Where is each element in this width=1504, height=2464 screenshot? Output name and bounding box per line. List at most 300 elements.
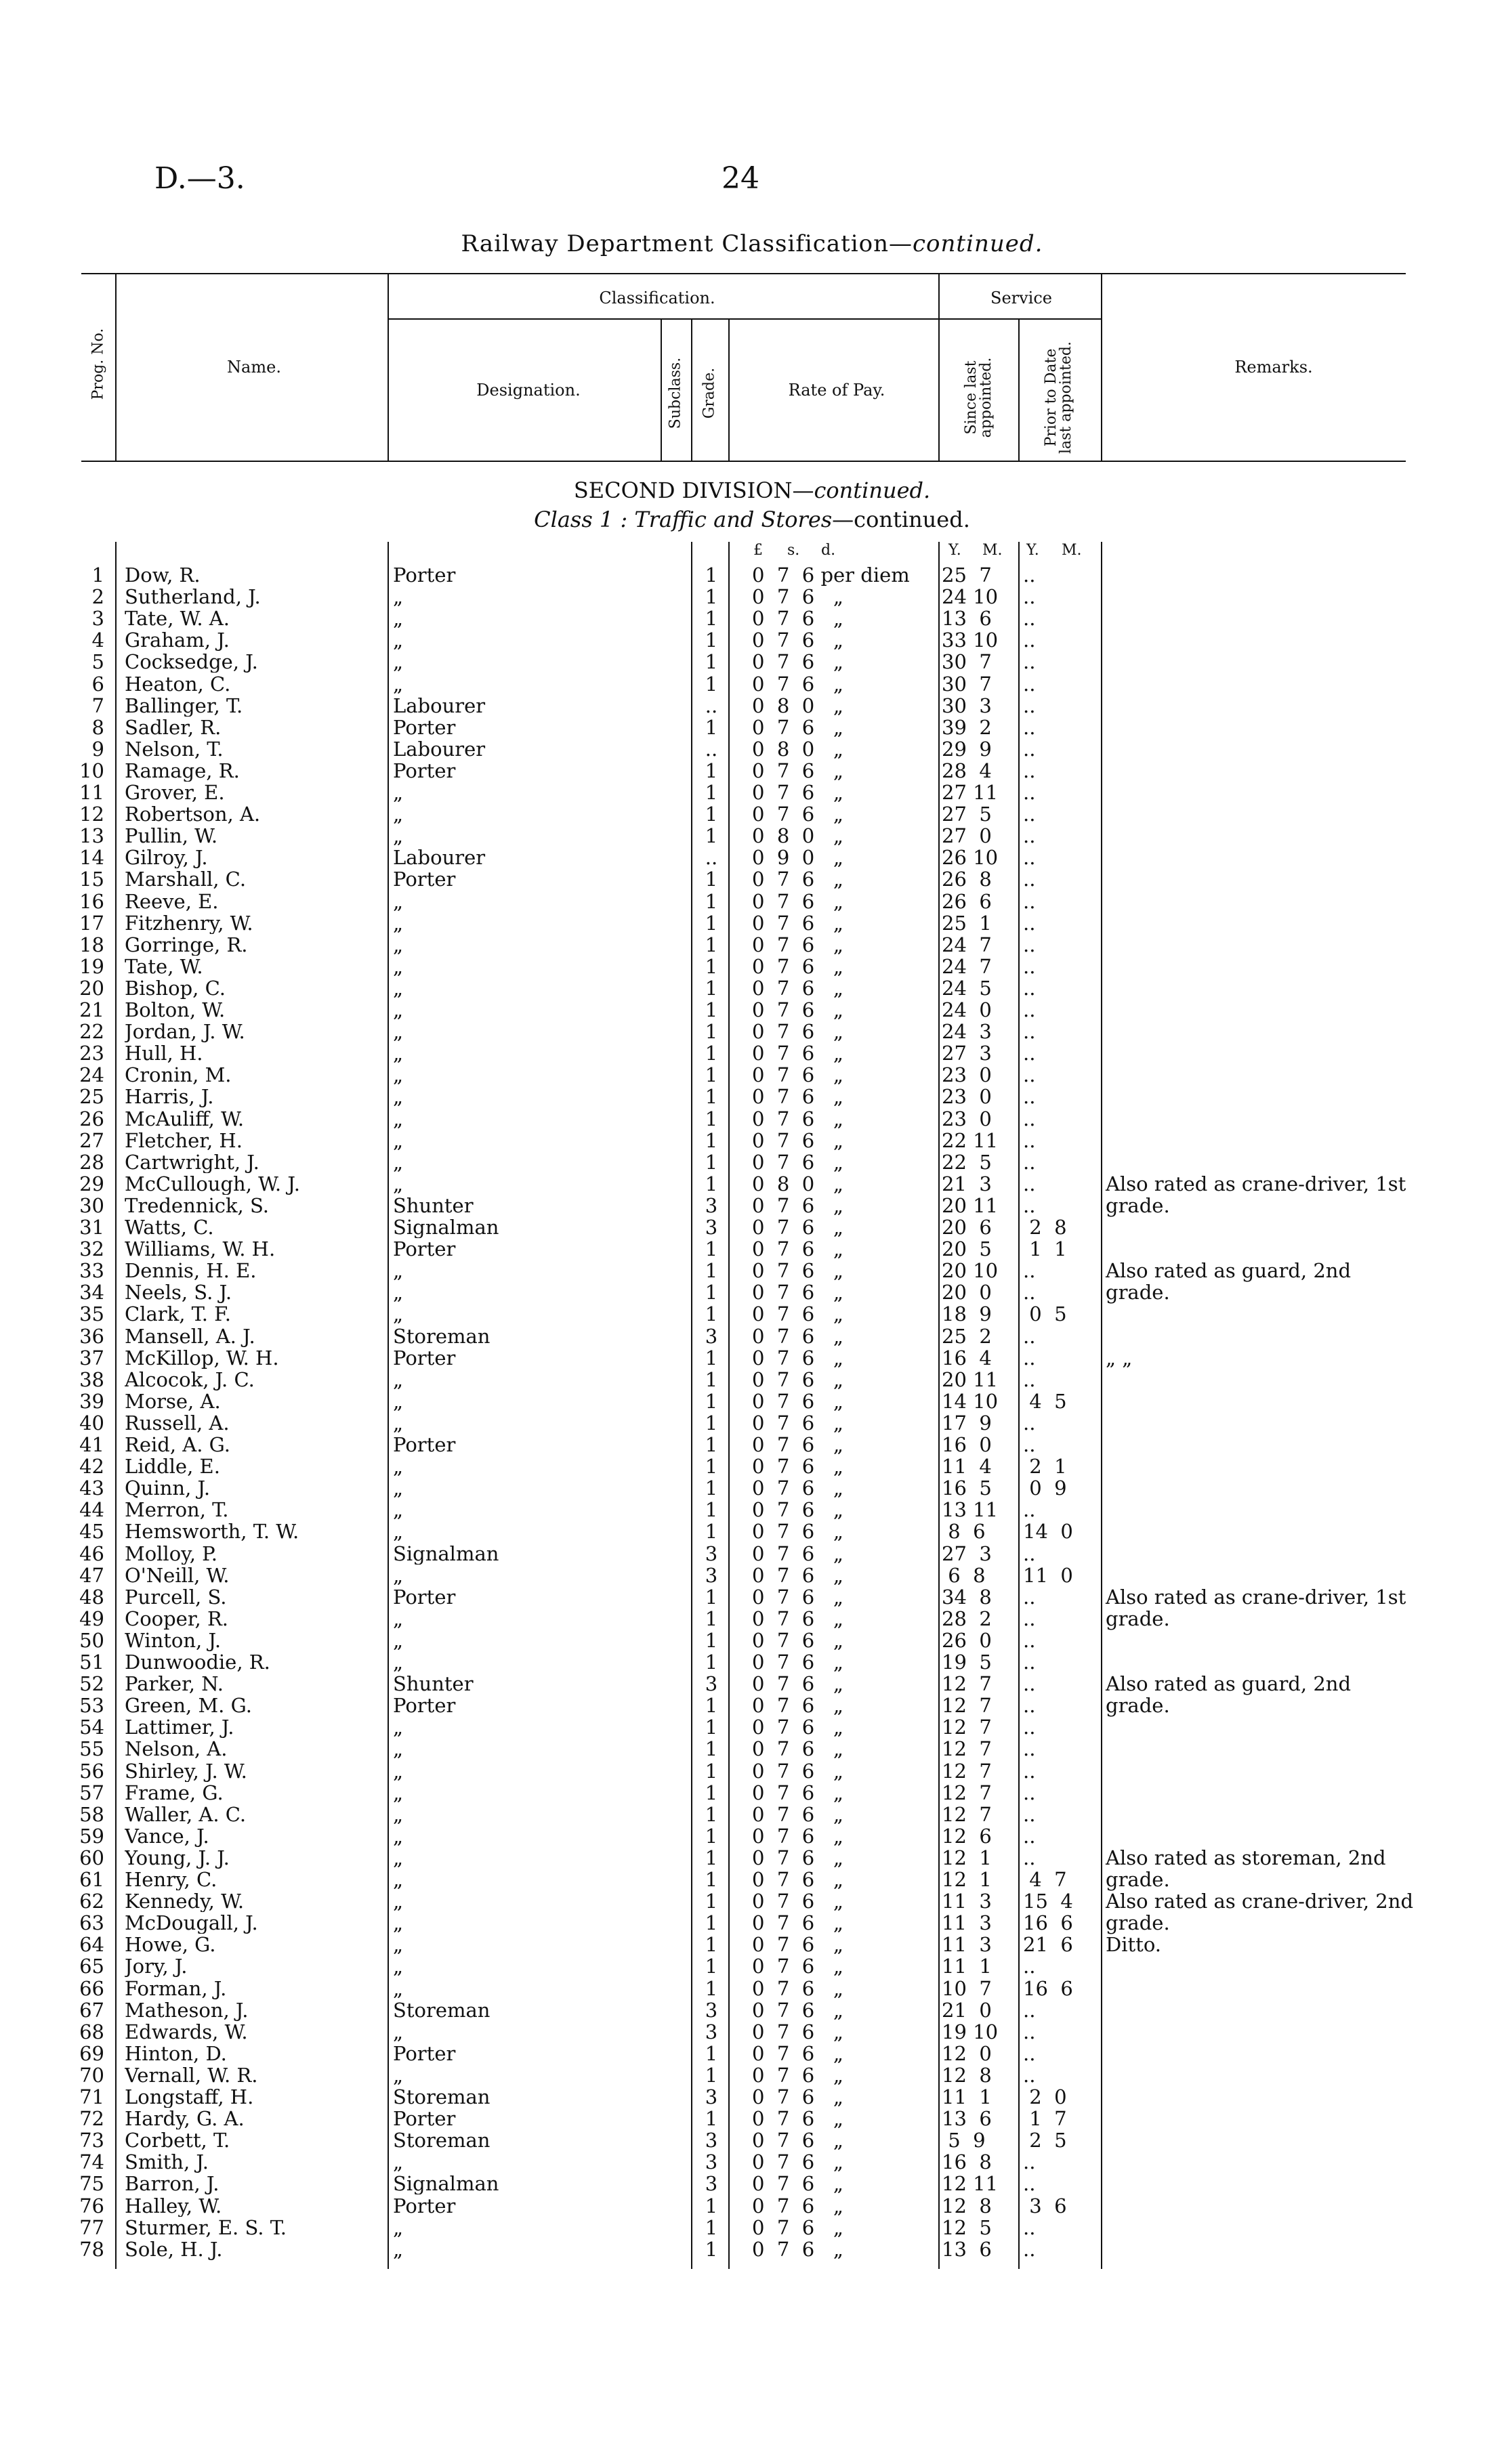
row-since-last: 29 9 [942, 738, 992, 761]
row-name: Hemsworth, T. W. [125, 1521, 299, 1542]
row-grade: 1 [705, 1302, 718, 1325]
row-since-last: 21 3 [942, 1172, 992, 1195]
row-number: 76 [79, 2194, 104, 2217]
row-designation: Porter [393, 1695, 456, 1716]
row-designation: „ [393, 1869, 404, 1890]
table-row [0, 586, 1504, 608]
row-grade: 1 [705, 1259, 718, 1282]
row-grade: 3 [705, 2020, 718, 2043]
row-since-last: 16 8 [942, 2150, 992, 2173]
row-designation: „ [393, 586, 404, 608]
row-name: Williams, W. H. [125, 1238, 276, 1260]
row-grade: 1 [705, 1868, 718, 1891]
row-name: Forman, J. [125, 1978, 227, 1999]
table-row [0, 1738, 1504, 1760]
row-rate: 0 7 6 „ [752, 1281, 843, 1304]
row-designation: „ [393, 1064, 404, 1086]
row-name: Merron, T. [125, 1499, 229, 1521]
row-designation: Porter [393, 2043, 456, 2064]
row-name: Cooper, R. [125, 1608, 229, 1630]
row-rate: 0 7 6 „ [752, 1042, 843, 1065]
row-designation: Porter [393, 1347, 456, 1369]
row-since-last: 24 7 [942, 933, 992, 956]
table-row [0, 999, 1504, 1021]
unit-shillings: s. [787, 542, 800, 559]
row-grade: 3 [705, 2172, 718, 2195]
row-prior-to-date: .. [1023, 933, 1036, 956]
row-grade: 1 [705, 1107, 718, 1130]
table-row [0, 847, 1504, 868]
class-title: Class 1 : Traffic and Stores—continued. [534, 507, 970, 532]
row-grade: 1 [705, 759, 718, 782]
row-designation: „ [393, 1890, 404, 1912]
row-grade: 1 [705, 1172, 718, 1195]
row-name: Green, M. G. [125, 1695, 252, 1716]
row-rate: 0 7 6 „ [752, 1063, 843, 1086]
row-number: 61 [79, 1868, 104, 1891]
row-designation: Porter [393, 2195, 456, 2217]
row-designation: Porter [393, 2108, 456, 2129]
row-designation: „ [393, 934, 404, 956]
row-number: 38 [79, 1368, 104, 1391]
table-row [0, 651, 1504, 673]
row-remark: Also rated as guard, 2nd grade. [1106, 1672, 1352, 1717]
row-rate: 0 7 6 „ [752, 890, 843, 913]
table-row [0, 1412, 1504, 1434]
row-prior-to-date: .. [1023, 607, 1036, 630]
row-name: Purcell, S. [125, 1586, 227, 1608]
row-since-last: 13 6 [942, 607, 992, 630]
row-grade: 1 [705, 1020, 718, 1043]
row-rate: 0 7 6 „ [752, 1346, 843, 1369]
col-prior-to-date: Prior to Date last appointed. [1043, 341, 1074, 454]
row-since-last: 20 11 [942, 1194, 999, 1217]
row-remark: Also rated as crane-driver, 1st grade. [1106, 1586, 1406, 1630]
table-row [0, 1108, 1504, 1130]
row-rate: 0 7 6 „ [752, 673, 843, 696]
row-name: Nelson, A. [125, 1738, 228, 1760]
row-name: Hull, H. [125, 1042, 203, 1064]
row-prior-to-date: 16 6 [1023, 1911, 1073, 1934]
row-rate: 0 7 6 „ [752, 2064, 843, 2087]
col-sep-6 [938, 274, 940, 461]
row-since-last: 20 11 [942, 1368, 999, 1391]
row-number: 26 [79, 1107, 104, 1130]
row-since-last: 28 4 [942, 759, 992, 782]
row-prior-to-date: .. [1023, 977, 1036, 1000]
col-prog-no: Prog. No. [89, 328, 107, 400]
row-since-last: 17 9 [942, 1411, 992, 1435]
row-rate: 0 7 6 „ [752, 1672, 843, 1695]
row-rate: 0 7 6 „ [752, 1194, 843, 1217]
row-number: 53 [79, 1694, 104, 1717]
row-grade: 1 [705, 1368, 718, 1391]
row-grade: 1 [705, 1760, 718, 1783]
row-since-last: 14 10 [942, 1390, 999, 1413]
row-prior-to-date: .. [1023, 1194, 1036, 1217]
table-row [0, 1608, 1504, 1630]
table-row [0, 629, 1504, 651]
row-name: Fletcher, H. [125, 1130, 243, 1151]
row-grade: 1 [705, 716, 718, 739]
row-remark: „ „ [1106, 1346, 1133, 1369]
row-number: 5 [91, 650, 104, 673]
row-prior-to-date: .. [1023, 2150, 1036, 2173]
table-row [0, 868, 1504, 890]
table-row [0, 2108, 1504, 2129]
row-name: Matheson, J. [125, 1999, 249, 2021]
row-rate: 0 7 6 „ [752, 1607, 843, 1630]
row-prior-to-date: .. [1023, 738, 1036, 761]
row-grade: 1 [705, 607, 718, 630]
row-since-last: 12 1 [942, 1868, 992, 1891]
row-since-last: 23 0 [942, 1063, 992, 1086]
row-since-last: 12 7 [942, 1760, 992, 1783]
row-designation: „ [393, 1130, 404, 1151]
row-prior-to-date: .. [1023, 1629, 1036, 1652]
row-number: 23 [79, 1042, 104, 1065]
row-prior-to-date: 4 5 [1023, 1390, 1067, 1413]
row-prior-to-date: .. [1023, 2020, 1036, 2043]
row-rate: 0 7 6 „ [752, 1259, 843, 1282]
row-rate: 0 7 6 „ [752, 1651, 843, 1674]
row-since-last: 12 7 [942, 1672, 992, 1695]
row-grade: 1 [705, 1629, 718, 1652]
row-number: 54 [79, 1716, 104, 1739]
row-designation: „ [393, 1608, 404, 1630]
row-prior-to-date: .. [1023, 2172, 1036, 2195]
table-row [0, 2173, 1504, 2194]
row-prior-to-date: .. [1023, 1542, 1036, 1565]
table-row [0, 2217, 1504, 2238]
row-prior-to-date: .. [1023, 1737, 1036, 1760]
row-prior-to-date: .. [1023, 1281, 1036, 1304]
row-since-last: 12 7 [942, 1737, 992, 1760]
row-name: Robertson, A. [125, 803, 261, 825]
table-row [0, 1782, 1504, 1804]
row-rate: 0 7 6 „ [752, 1846, 843, 1869]
col-sep-7 [1018, 318, 1020, 461]
row-grade: 1 [705, 824, 718, 847]
row-designation: Porter [393, 1238, 456, 1260]
row-number: 19 [79, 955, 104, 978]
row-designation: „ [393, 1390, 404, 1412]
row-number: 70 [79, 2064, 104, 2087]
row-rate: 0 7 6 „ [752, 1868, 843, 1891]
row-name: Mansell, A. J. [125, 1325, 255, 1347]
row-prior-to-date: .. [1023, 846, 1036, 869]
row-designation: „ [393, 2021, 404, 2043]
row-rate: 0 7 6 „ [752, 1999, 843, 2022]
row-designation: Porter [393, 717, 456, 738]
row-number: 46 [79, 1542, 104, 1565]
row-since-last: 34 8 [942, 1586, 992, 1609]
row-number: 75 [79, 2172, 104, 2195]
row-designation: „ [393, 1086, 404, 1107]
table-row [0, 956, 1504, 977]
row-designation: Labourer [393, 695, 486, 717]
unit-pence: d. [821, 542, 836, 559]
row-number: 67 [79, 1999, 104, 2022]
row-grade: 1 [705, 1846, 718, 1869]
row-since-last: 11 3 [942, 1933, 992, 1956]
row-since-last: 30 7 [942, 650, 992, 673]
row-prior-to-date: .. [1023, 585, 1036, 608]
row-grade: 1 [705, 585, 718, 608]
classification-rule [388, 318, 945, 320]
table-row [0, 1064, 1504, 1086]
row-grade: 1 [705, 1781, 718, 1804]
row-prior-to-date: .. [1023, 781, 1036, 804]
row-number: 47 [79, 1564, 104, 1587]
row-name: Neels, S. J. [125, 1281, 232, 1303]
row-since-last: 21 0 [942, 1999, 992, 2022]
row-number: 12 [79, 803, 104, 826]
table-row [0, 1630, 1504, 1651]
row-designation: „ [393, 977, 404, 999]
row-number: 33 [79, 1259, 104, 1282]
row-number: 40 [79, 1411, 104, 1435]
row-since-last: 23 0 [942, 1085, 992, 1108]
row-number: 39 [79, 1390, 104, 1413]
row-since-last: 8 6 [942, 1520, 986, 1543]
row-grade: 1 [705, 1498, 718, 1521]
table-row [0, 1543, 1504, 1565]
table-row [0, 2021, 1504, 2043]
table-row [0, 1869, 1504, 1890]
row-prior-to-date: 2 8 [1023, 1216, 1067, 1239]
row-designation: Labourer [393, 738, 486, 760]
row-prior-to-date: .. [1023, 1586, 1036, 1609]
row-designation: „ [393, 1303, 404, 1325]
row-name: Harris, J. [125, 1086, 214, 1107]
row-prior-to-date: 4 7 [1023, 1868, 1067, 1891]
row-name: Hardy, G. A. [125, 2108, 245, 2129]
row-grade: 1 [705, 1651, 718, 1674]
row-designation: „ [393, 2064, 404, 2086]
row-designation: Storeman [393, 2086, 490, 2108]
row-grade: 1 [705, 650, 718, 673]
service-rule [938, 318, 1101, 320]
row-rate: 0 7 6 „ [752, 1520, 843, 1543]
row-since-last: 24 5 [942, 977, 992, 1000]
row-prior-to-date: .. [1023, 650, 1036, 673]
row-number: 68 [79, 2020, 104, 2043]
table-row [0, 1999, 1504, 2021]
row-name: McKillop, W. H. [125, 1347, 279, 1369]
row-rate: 0 7 6 „ [752, 933, 843, 956]
row-rate: 0 7 6 „ [752, 629, 843, 652]
row-designation: Storeman [393, 1999, 490, 2021]
page-title [0, 230, 1504, 257]
row-grade: 1 [705, 2064, 718, 2087]
col-sep-1 [115, 274, 117, 461]
row-number: 2 [91, 585, 104, 608]
row-since-last: 16 5 [942, 1477, 992, 1500]
table-row [0, 673, 1504, 695]
row-since-last: 25 1 [942, 912, 992, 935]
row-since-last: 12 0 [942, 2042, 992, 2065]
table-row [0, 1347, 1504, 1369]
row-grade: 1 [705, 1607, 718, 1630]
row-grade: 1 [705, 1477, 718, 1500]
row-number: 6 [91, 673, 104, 696]
row-number: 43 [79, 1477, 104, 1500]
row-number: 13 [79, 824, 104, 847]
row-since-last: 12 7 [942, 1716, 992, 1739]
table-row [0, 564, 1504, 586]
row-designation: Signalman [393, 1216, 499, 1238]
row-grade: 1 [705, 2216, 718, 2239]
row-designation: Porter [393, 868, 456, 890]
row-prior-to-date: .. [1023, 912, 1036, 935]
col-name: Name. [227, 358, 281, 377]
row-number: 36 [79, 1325, 104, 1348]
row-name: McAuliff, W. [125, 1108, 245, 1130]
row-name: Grover, E. [125, 782, 225, 803]
table-row [0, 1456, 1504, 1477]
table-row [0, 1238, 1504, 1260]
row-number: 60 [79, 1846, 104, 1869]
row-since-last: 13 6 [942, 2238, 992, 2261]
row-name: Alcocok, J. C. [125, 1369, 255, 1390]
table-row [0, 2086, 1504, 2108]
row-since-last: 24 3 [942, 1020, 992, 1043]
row-prior-to-date: .. [1023, 759, 1036, 782]
row-prior-to-date: .. [1023, 1955, 1036, 1978]
col-sep-8 [1101, 274, 1102, 461]
row-grade: 1 [705, 912, 718, 935]
row-grade: 1 [705, 1803, 718, 1826]
row-designation: „ [393, 803, 404, 825]
row-name: Edwards, W. [125, 2021, 248, 2043]
row-grade: 1 [705, 1955, 718, 1978]
title-cont: continued. [913, 230, 1043, 257]
row-since-last: 12 8 [942, 2194, 992, 2217]
row-grade: 1 [705, 1933, 718, 1956]
row-prior-to-date: .. [1023, 2238, 1036, 2261]
row-since-last: 20 0 [942, 1281, 992, 1304]
col-sep-2 [388, 274, 389, 461]
row-number: 37 [79, 1346, 104, 1369]
table-row [0, 1978, 1504, 1999]
row-grade: 1 [705, 890, 718, 913]
row-rate: 0 7 6 „ [752, 1933, 843, 1956]
row-rate: 0 7 6 „ [752, 781, 843, 804]
row-designation: „ [393, 1716, 404, 1738]
row-rate: 0 7 6 „ [752, 1977, 843, 2000]
row-prior-to-date: .. [1023, 1259, 1036, 1282]
row-since-last: 26 10 [942, 846, 999, 869]
row-rate: 0 7 6 „ [752, 585, 843, 608]
row-since-last: 39 2 [942, 716, 992, 739]
row-name: Watts, C. [125, 1216, 214, 1238]
row-name: Dow, R. [125, 564, 201, 586]
table-row [0, 1499, 1504, 1521]
row-name: Cronin, M. [125, 1064, 232, 1086]
row-rate: 0 7 6 „ [752, 1368, 843, 1391]
row-name: Clark, T. F. [125, 1303, 231, 1325]
row-name: Jory, J. [125, 1955, 188, 1977]
row-number: 22 [79, 1020, 104, 1043]
row-name: Reeve, E. [125, 891, 219, 912]
row-name: O'Neill, W. [125, 1565, 230, 1586]
col-sep-5 [728, 318, 730, 461]
table-row [0, 1565, 1504, 1586]
row-designation: Porter [393, 1586, 456, 1608]
row-rate: 0 7 6 „ [752, 1586, 843, 1609]
row-rate: 0 7 6 „ [752, 759, 843, 782]
row-number: 4 [91, 629, 104, 652]
row-designation: „ [393, 1912, 404, 1934]
unit-prior-m: M. [1062, 542, 1082, 559]
row-remark: Also rated as guard, 2nd grade. [1106, 1259, 1352, 1304]
row-designation: „ [393, 608, 404, 629]
row-designation: „ [393, 1978, 404, 1999]
unit-pounds: £ [753, 542, 763, 559]
row-grade: 1 [705, 1063, 718, 1086]
col-remarks: Remarks. [1234, 358, 1313, 377]
row-since-last: 11 1 [942, 1955, 992, 1978]
row-rate: 0 8 0 „ [752, 694, 843, 717]
row-designation: „ [393, 1521, 404, 1542]
row-designation: Shunter [393, 1673, 474, 1695]
row-designation: „ [393, 1955, 404, 1977]
table-row [0, 1825, 1504, 1847]
row-grade: 1 [705, 1737, 718, 1760]
table-row [0, 1760, 1504, 1782]
row-since-last: 11 4 [942, 1455, 992, 1478]
row-number: 9 [91, 738, 104, 761]
row-designation: „ [393, 1782, 404, 1804]
col-grade: Grade. [701, 367, 718, 419]
table-row [0, 891, 1504, 912]
row-number: 21 [79, 998, 104, 1021]
row-prior-to-date: .. [1023, 1999, 1036, 2022]
row-grade: 3 [705, 1564, 718, 1587]
row-number: 15 [79, 868, 104, 891]
row-name: Barron, J. [125, 2173, 220, 2194]
row-name: Young, J. J. [125, 1847, 230, 1869]
row-grade: 1 [705, 1129, 718, 1152]
row-prior-to-date: .. [1023, 2064, 1036, 2087]
row-since-last: 18 9 [942, 1302, 992, 1325]
row-grade: 1 [705, 1911, 718, 1934]
unit-since-m: M. [982, 542, 1003, 559]
row-name: Parker, N. [125, 1673, 224, 1695]
row-designation: „ [393, 673, 404, 695]
row-designation: „ [393, 651, 404, 673]
row-remark: Also rated as storeman, 2nd grade. [1106, 1846, 1386, 1891]
row-since-last: 27 3 [942, 1542, 992, 1565]
row-prior-to-date: .. [1023, 694, 1036, 717]
row-prior-to-date: .. [1023, 1107, 1036, 1130]
row-name: Sutherland, J. [125, 586, 261, 608]
table-row [0, 738, 1504, 760]
row-prior-to-date: 2 0 [1023, 2085, 1067, 2108]
row-prior-to-date: .. [1023, 1020, 1036, 1043]
row-rate: 0 7 6 „ [752, 1716, 843, 1739]
row-designation: „ [393, 1456, 404, 1477]
row-designation: „ [393, 1499, 404, 1521]
row-name: Dunwoodie, R. [125, 1651, 270, 1673]
row-name: Cocksedge, J. [125, 651, 258, 673]
row-grade: 1 [705, 564, 718, 587]
row-grade: 3 [705, 1194, 718, 1217]
row-rate: 0 7 6 „ [752, 1825, 843, 1848]
row-grade: 1 [705, 803, 718, 826]
row-rate: 0 7 6 „ [752, 1694, 843, 1717]
